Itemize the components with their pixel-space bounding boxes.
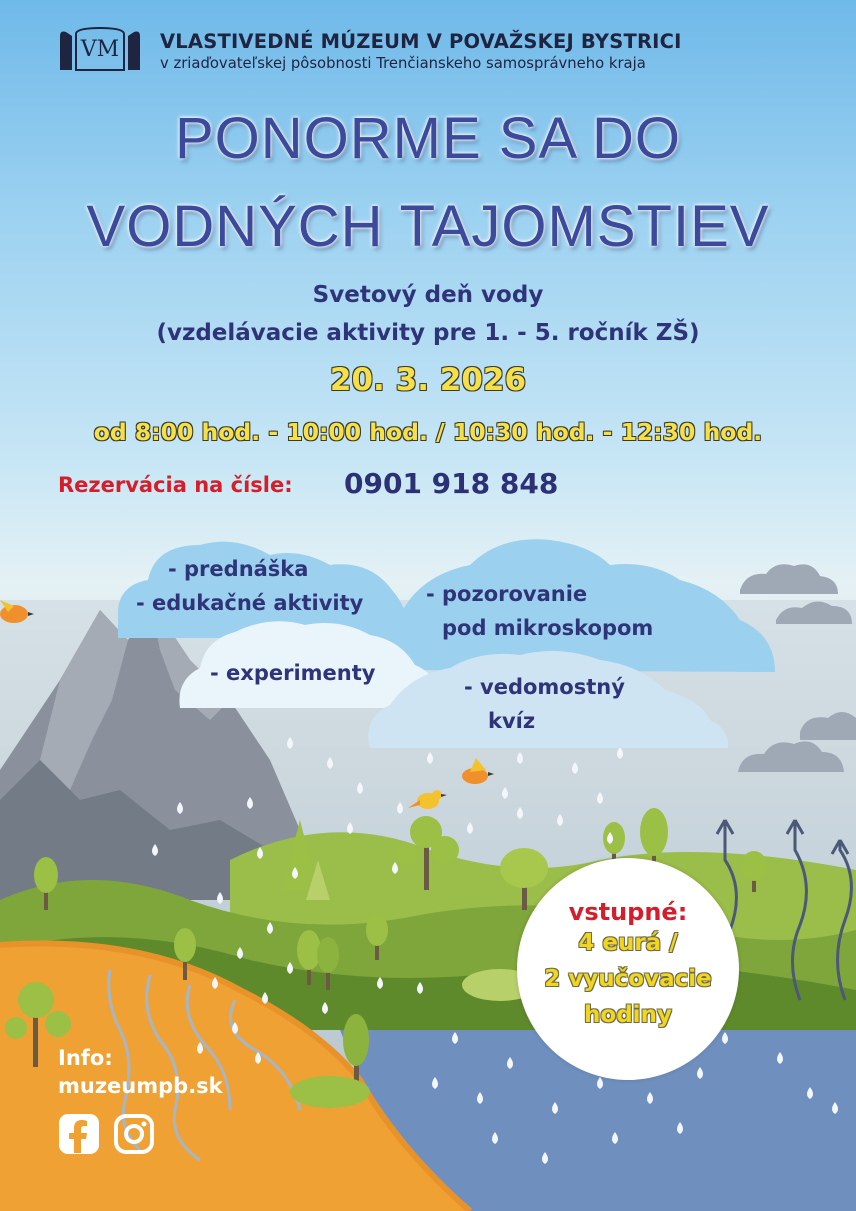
event-date: 20. 3. 2026 — [329, 362, 527, 398]
activity-microscope-line-2: pod mikroskopom — [442, 616, 654, 640]
price-line-3: hodiny — [584, 1002, 672, 1028]
bush — [290, 1076, 370, 1108]
poster-title-line-1: PONORME SA DO — [174, 106, 682, 171]
activity-lecture: - prednáška — [168, 557, 309, 581]
price-title: vstupné: — [568, 898, 688, 926]
museum-logo — [58, 26, 142, 72]
activity-experiments: - experimenty — [210, 661, 376, 685]
museum-name: VLASTIVEDNÉ MÚZEUM V POVAŽSKEJ BYSTRICI — [160, 30, 682, 53]
activity-educational: - edukačné aktivity — [136, 591, 364, 615]
facebook-icon[interactable] — [58, 1113, 100, 1155]
instagram-icon[interactable] — [113, 1113, 155, 1155]
info-label: Info: — [58, 1046, 113, 1070]
logo-letters: VM — [80, 37, 120, 62]
activity-quiz-line-2: kvíz — [488, 709, 536, 733]
price-line-2: 2 vyučovacie — [544, 966, 712, 992]
info-website-link[interactable]: muzeumpb.sk — [58, 1074, 223, 1098]
museum-subtitle: v zriaďovateľskej pôsobnosti Trenčianskeho samosprávneho kraja — [160, 55, 646, 72]
reservation-label: Rezervácia na čísle: — [58, 473, 293, 497]
price-badge — [517, 858, 739, 1080]
activity-microscope-line-1: - pozorovanie — [426, 582, 588, 606]
poster-title-line-2: VODNÝCH TAJOMSTIEV — [86, 194, 770, 259]
reservation-phone[interactable]: 0901 918 848 — [344, 467, 559, 500]
price-line-1: 4 eurá / — [578, 930, 678, 956]
event-audience: (vzdelávacie aktivity pre 1. - 5. ročník ZŠ) — [156, 320, 700, 346]
event-name: Svetový deň vody — [312, 282, 544, 308]
activity-quiz-line-1: - vedomostný — [464, 675, 625, 699]
event-times: od 8:00 hod. - 10:00 hod. / 10:30 hod. - 12:30 hod. — [93, 418, 763, 446]
